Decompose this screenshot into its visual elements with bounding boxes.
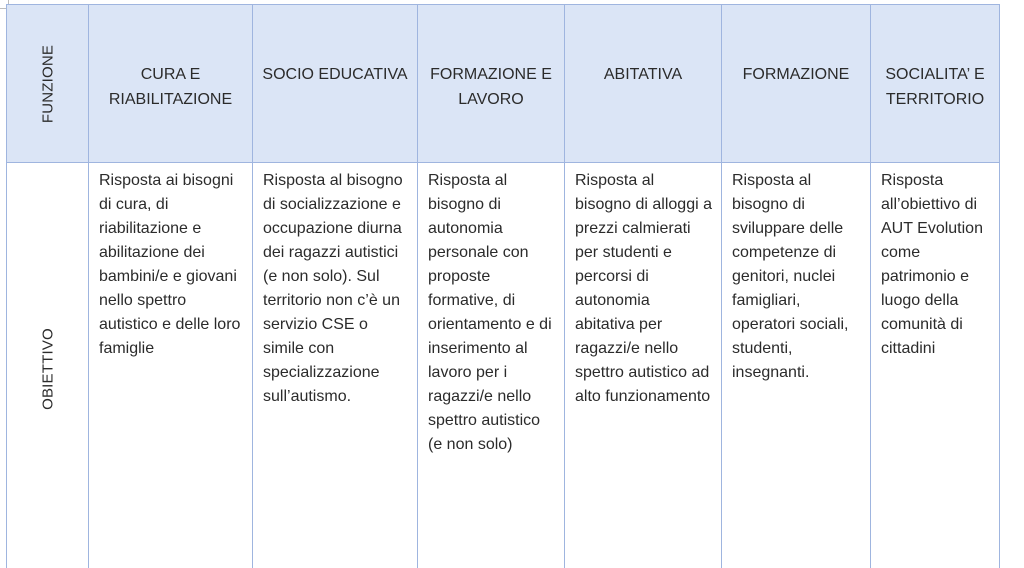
objective-row (7, 163, 1000, 568)
objective-cell-abitativa: Risposta al bisogno di alloggi a prezzi calmierati per studenti e percorsi di autonomia abitativa per ragazzi/e nello spettro autistico ad alto funzionamento (565, 163, 722, 568)
column-header-label: SOCIALITA’ E TERRITORIO (885, 66, 985, 108)
column-header-socialita-territorio (871, 5, 1000, 163)
row-header-funzione (7, 5, 89, 163)
function-objective-table (6, 4, 1000, 568)
column-header-label: SOCIO EDUCATIVA (262, 66, 408, 83)
column-header-socio-educativa (253, 5, 418, 163)
header-row (7, 5, 1000, 163)
objective-cell-formazione-lavoro: Risposta al bisogno di autonomia personale con proposte formative, di orientamento e di inserimento al lavoro per i ragazzi/e nello spettro autistico (e non solo) (418, 163, 565, 568)
column-header-abitativa (565, 5, 722, 163)
row-header-obiettivo (7, 163, 89, 568)
column-header-formazione-lavoro (418, 5, 565, 163)
column-header-label: FORMAZIONE E LAVORO (430, 66, 552, 108)
objective-cell-socialita-territorio: Risposta all’obiettivo di AUT Evolution come patrimonio e luogo della comunità di cittadini (871, 163, 1000, 568)
row-header-label: OBIETTIVO (39, 327, 56, 410)
objective-cell-formazione: Risposta al bisogno di sviluppare delle competenze di genitori, nuclei famigliari, operatori sociali, studenti, insegnanti. (722, 163, 871, 568)
column-header-cura-riabilitazione (89, 5, 253, 163)
row-header-label: FUNZIONE (39, 44, 56, 123)
objective-cell-socio-educativa: Risposta al bisogno di socializzazione e occupazione diurna dei ragazzi autistici (e non solo). Sul territorio non c’è un servizio CSE o simile con specializzazione sull’autismo. (253, 163, 418, 568)
column-header-formazione (722, 5, 871, 163)
column-header-label: ABITATIVA (603, 66, 683, 83)
column-header-label: FORMAZIONE (742, 66, 850, 83)
column-header-label: CURA E RIABILITAZIONE (108, 66, 233, 108)
objective-cell-cura-riabilitazione: Risposta ai bisogni di cura, di riabilitazione e abilitazione dei bambini/e e giovani nello spettro autistico e delle loro famiglie (89, 163, 253, 568)
